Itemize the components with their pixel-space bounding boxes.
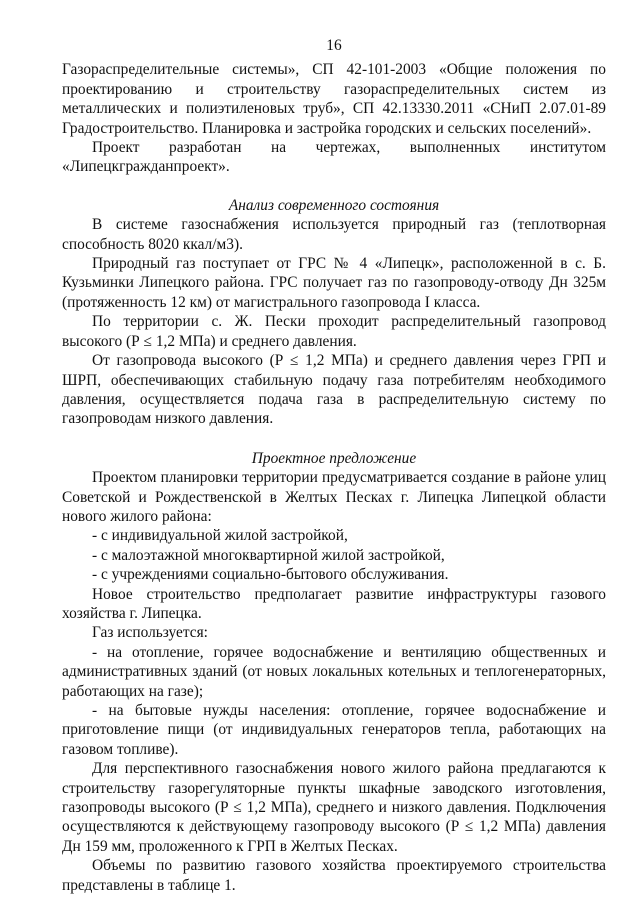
analysis-paragraph-4: От газопровода высокого (Р ≤ 1,2 МПа) и среднего давления через ГРП и ШРП, обеспечивающих стабильную подачу газа потребителям необходимого давления, осуществляется подача газа в распределительную систему по газопроводам низкого давления. [62,352,606,428]
proposal-intro-paragraph: Проектом планировки территории предусматривается создание в районе улиц Советской и Рождественской в Желтых Песках г. Липецка Липецкой области нового жилого района: [62,469,606,525]
volumes-paragraph: Объемы по развитию газового хозяйства проектируемого строительства представлены в таблице 1. [62,857,606,894]
analysis-paragraph-3: По территории с. Ж. Пески проходит распределительный газопровод высокого (Р ≤ 1,2 МПа) и среднего давления. [62,313,606,350]
list-item: - с индивидуальной жилой застройкой, [92,527,348,545]
analysis-heading: Анализ современного состояния [228,196,440,214]
spacer [62,429,606,449]
analysis-paragraph-2: Природный газ поступает от ГРС № 4 «Липецк», расположенной в с. Б. Кузьминки Липецкого района. ГРС получает газ по газопроводу-отводу Дн 325м (протяженность 12 км) от магистрального газопровода I класса. [62,255,606,311]
page-number: 16 [326,37,342,54]
analysis-paragraph-1: В системе газоснабжения используется природный газ (теплотворная способность 8020 ккал/м3). [62,216,606,253]
proposal-heading: Проектное предложение [251,449,417,467]
list-item: - с учреждениями социально-бытового обслуживания. [92,566,449,584]
intro-paragraph-2: Проект разработан на чертежах, выполненных институтом «Липецкгражданпроект». [62,139,606,176]
spacer [62,177,606,196]
use-household-paragraph: - на бытовые нужды населения: отопление, горячее водоснабжение и приготовление пищи (от индивидуальных генераторов тепла, работающих на газовом топливе). [62,702,606,758]
supply-paragraph: Для перспективного газоснабжения нового жилого района предлагаются к строительству газорегуляторные пункты шкафные заводского изготовления, газопроводы высокого (Р ≤ 1,2 МПа), среднего и низкого давления. Подключения осуществляются к действующему газопроводу высокого (Р ≤ 1,2 МПа) давления Дн 159 мм, проложенного к ГРП в Желтых Песках. [62,760,606,855]
intro-paragraph-1: Газораспределительные системы», СП 42-101-2003 «Общие положения по проектированию и строительству газораспределительных систем из металлических и полиэтиленовых труб», СП 42.13330.2011 «СНиП 2.07.01-89 Градостроительство. Планировка и застройка городских и сельских поселений». [62,61,606,137]
new-construction-paragraph: Новое строительство предполагает развитие инфраструктуры газового хозяйства г. Липецка. [62,585,606,622]
use-heating-paragraph: - на отопление, горячее водоснабжение и вентиляцию общественных и административных зданий (от новых локальных котельных и теплогенераторных, работающих на газе); [62,643,606,700]
gas-used-paragraph: Газ используется: [92,624,208,642]
list-item: - с малоэтажной многоквартирной жилой застройкой, [92,546,445,564]
